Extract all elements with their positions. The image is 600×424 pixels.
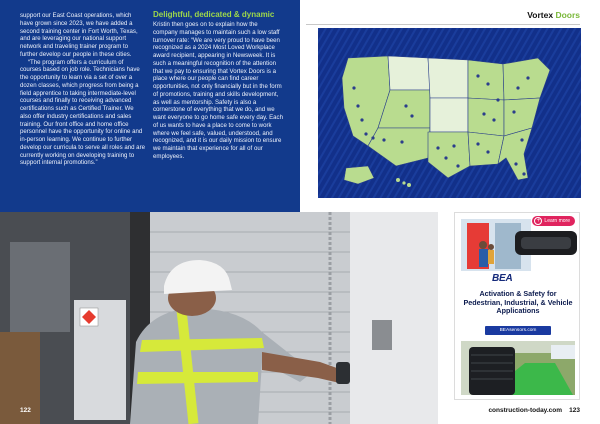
section-heading: Delightful, dedicated & dynamic <box>153 10 275 19</box>
map-region-north-central <box>428 58 468 98</box>
plus-icon: + <box>534 217 542 225</box>
site-url[interactable]: construction-today.com <box>488 407 562 414</box>
map-region-great-lakes <box>468 60 504 100</box>
bea-advertisement[interactable] <box>454 212 580 400</box>
learn-more-label: Learn more <box>544 218 570 224</box>
article-text-panel <box>0 0 300 212</box>
paragraph: “The program offers a curriculum of courses based on job role. Technicians have the opportunity to learn via a set of over a dozen classes, which progress from being a field apprentice to taking intermediate-level courses and finally to receiving advanced certifications such as Certified Trainer. We also offer industry certifications and sales training. Our front office and home office personnel have the opportunity for online and in-person learning. We continue to further develop our curricula to serve all roles and are currently working on developing training to support internal promotions.” <box>20 58 145 167</box>
article-right-column <box>153 10 283 161</box>
learn-more-button[interactable] <box>532 216 575 226</box>
page-number-left: 122 <box>20 407 31 414</box>
map-graphic <box>318 28 581 198</box>
brand-name-accent: Doors <box>555 10 580 20</box>
technician-photo <box>0 212 438 424</box>
header-rule <box>306 24 580 25</box>
ad-url-button[interactable]: BEAsensors.com <box>485 326 551 335</box>
map-region-central <box>430 98 468 132</box>
brand-name: Vortex <box>527 10 554 20</box>
paragraph: support our East Coast operations, which have grown since 2023, we have added a second training center in Fort Worth, Texas, and are leveraging our national support network and traveling trainer program to further develop our people in these cities. <box>20 12 138 58</box>
map-region-northwest <box>388 56 430 90</box>
ad-headline: Activation & Safety for Pedestrian, Industrial, & Vehicle Applications <box>463 289 573 316</box>
article-left-column <box>20 12 145 167</box>
photo-graphic <box>0 212 438 424</box>
page-number-right: 123 <box>569 407 580 414</box>
us-locations-map <box>318 28 581 198</box>
brand-header <box>527 10 580 20</box>
paragraph: Kristin then goes on to explain how the company manages to maintain such a low staff turnover rate: “We are very proud to have been recognized as a 2024 Most Loved Workplace award recipient, appearing in Newsweek. It is such a meaningful recognition of the attention that we pay to ensuring that Vortex Doors is a place where our people can find career opportunities, not only financially but in the form of promotions, training and skills development, as well as mentorship. Safety is also a cornerstone of everything that we do, and we want everyone to go home safe every day. Each of us wants to have a place to come to work where we feel safe, valued, understood, and recognized, and it is our daily mission to ensure we maintain that experience for all of our employees. <box>153 21 283 160</box>
map-region-midwest <box>468 98 504 136</box>
bea-logo: BEA <box>492 273 513 284</box>
